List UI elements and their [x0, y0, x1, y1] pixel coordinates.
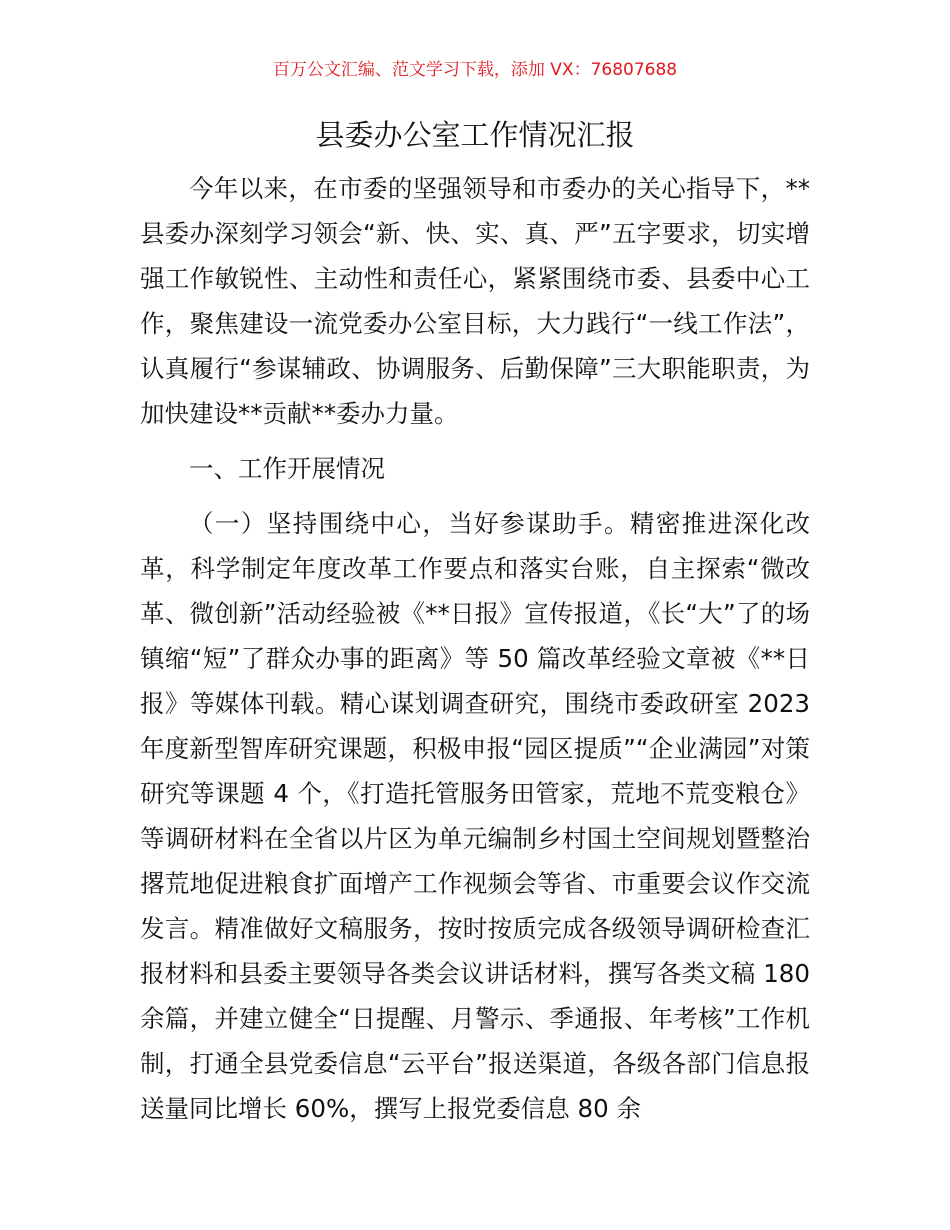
- header-contact-note: 百万公文汇编、范文学习下载，添加 VX：76807688: [272, 60, 678, 80]
- document-title: 县委办公室工作情况汇报: [315, 118, 635, 152]
- document-body: [140, 166, 810, 1131]
- section-heading: 一、工作开展情况: [189, 454, 385, 483]
- section-paragraph: （一）坚持围绕中心，当好参谋助手。精密推进深化改革，科学制定年度改革工作要点和落实台账，自主探索“微改革、微创新”活动经验被《**日报》宣传报道，《长“大”了的场镇缩“短”了群众办事的距离》等 50 篇改革经验文章被《**日报》等媒体刊载。精心谋划调查研究，围绕市委政研室 2023 年度新型智库研究课题，积极申报“园区提质”“企业满园”对策研究等课题 4 个，《打造托管服务田管家，荒地不荒变粮仓》等调研材料在全省以片区为单元编制乡村国土空间规划暨整治撂荒地促进粮食扩面增产工作视频会等省、市重要会议作交流发言。精准做好文稿服务，按时按质完成各级领导调研检查汇报材料和县委主要领导各类会议讲话材料，撰写各类文稿 180 余篇，并建立健全“日提醒、月警示、季通报、年考核”工作机制，打通全县党委信息“云平台”报送渠道，各级各部门信息报送量同比增长 60%，撰写上报党委信息 80 余: [140, 509, 810, 1123]
- intro-paragraph: 今年以来，在市委的坚强领导和市委办的关心指导下，**县委办深刻学习领会“新、快、实、真、严”五字要求，切实增强工作敏锐性、主动性和责任心，紧紧围绕市委、县委中心工作，聚焦建设一流党委办公室目标，大力践行“一线工作法”，认真履行“参谋辅政、协调服务、后勤保障”三大职能职责，为加快建设**贡献**委办力量。: [140, 174, 810, 428]
